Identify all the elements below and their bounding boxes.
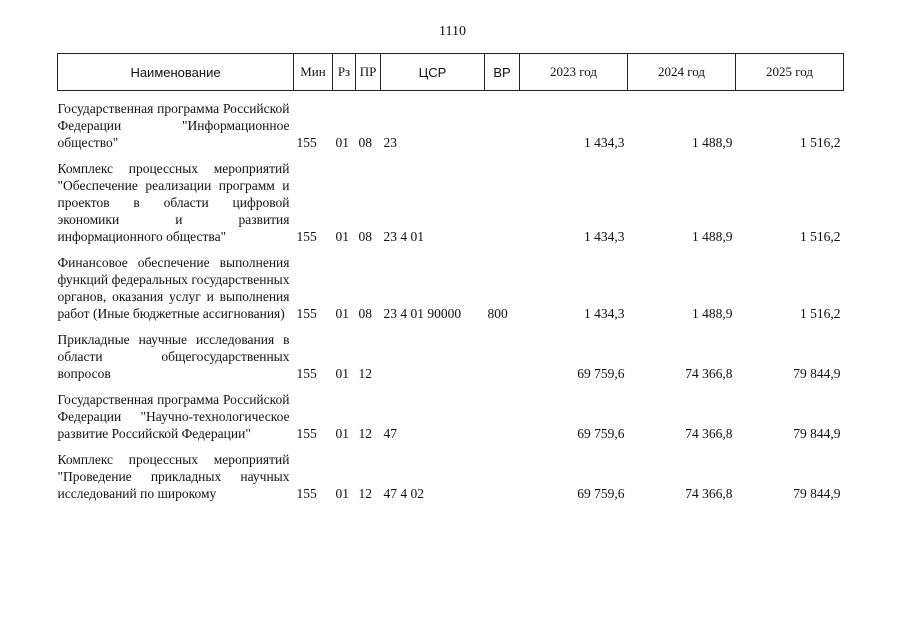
row-rz: 01 (335, 306, 349, 321)
row-csr: 23 4 01 (383, 229, 424, 244)
header-2024: 2024 год (628, 54, 736, 91)
row-vr (485, 442, 520, 502)
row-min: 155 (296, 426, 317, 441)
row-vr (485, 322, 520, 382)
table-row (58, 245, 844, 322)
row-min: 155 (296, 366, 317, 381)
row-2025: 1 516,2 (800, 135, 841, 150)
row-2025: 1 516,2 (800, 306, 841, 321)
row-pr: 12 (358, 426, 372, 441)
row-2025: 79 844,9 (793, 426, 841, 441)
row-2023: 1 434,3 (584, 229, 625, 244)
row-rz: 01 (335, 135, 349, 150)
row-csr: 47 (383, 426, 397, 441)
header-name: Наименование (58, 54, 294, 91)
row-name: Прикладные научные исследования в области общегосударственных вопросов (57, 332, 290, 381)
row-min: 155 (296, 229, 317, 244)
row-2025: 79 844,9 (793, 366, 841, 381)
row-pr: 12 (358, 486, 372, 501)
row-pr: 08 (358, 306, 372, 321)
header-rz: Рз (333, 54, 356, 91)
row-rz: 01 (335, 426, 349, 441)
row-name: Государственная программа Российской Федерации "Научно-технологическое развитие Российской Федерации" (57, 392, 290, 441)
header-2023: 2023 год (520, 54, 628, 91)
row-min: 155 (296, 306, 317, 321)
row-min: 155 (296, 135, 317, 150)
table-row (58, 151, 844, 245)
row-csr: 23 4 01 90000 (383, 306, 462, 321)
page-number: 1110 (439, 24, 466, 39)
row-2023: 1 434,3 (584, 306, 625, 321)
header-csr: ЦСР (381, 54, 485, 91)
row-csr: 23 (383, 135, 397, 150)
row-csr (381, 322, 485, 382)
row-pr: 08 (358, 135, 372, 150)
table-row (58, 91, 844, 152)
row-2023: 69 759,6 (577, 426, 625, 441)
row-name: Комплекс процессных мероприятий "Проведение прикладных научных исследований по широкому (57, 452, 290, 501)
row-2023: 69 759,6 (577, 366, 625, 381)
row-2025: 79 844,9 (793, 486, 841, 501)
table-row (58, 442, 844, 502)
row-2023: 1 434,3 (584, 135, 625, 150)
row-2024: 1 488,9 (692, 135, 733, 150)
row-vr (485, 91, 520, 152)
table-header-row (58, 54, 844, 91)
row-rz: 01 (335, 229, 349, 244)
row-name: Комплекс процессных мероприятий "Обеспечение реализации программ и проектов в области цифровой экономики и развития информационного общества" (57, 161, 290, 244)
row-rz: 01 (335, 486, 349, 501)
table-row (58, 322, 844, 382)
table-row (58, 382, 844, 442)
header-pr: ПР (356, 54, 381, 91)
row-2025: 1 516,2 (800, 229, 841, 244)
row-pr: 08 (358, 229, 372, 244)
row-name: Государственная программа Российской Федерации "Информационное общество" (57, 101, 290, 150)
row-vr (485, 382, 520, 442)
row-rz: 01 (335, 366, 349, 381)
header-2025: 2025 год (736, 54, 844, 91)
row-2024: 1 488,9 (692, 229, 733, 244)
row-2024: 74 366,8 (685, 486, 733, 501)
row-2024: 74 366,8 (685, 426, 733, 441)
header-vr: ВР (485, 54, 520, 91)
row-2024: 1 488,9 (692, 306, 733, 321)
row-vr (485, 151, 520, 245)
row-pr: 12 (358, 366, 372, 381)
row-vr: 800 (487, 306, 508, 321)
budget-table (57, 53, 844, 502)
row-2024: 74 366,8 (685, 366, 733, 381)
header-min: Мин (294, 54, 333, 91)
row-csr: 47 4 02 (383, 486, 424, 501)
row-2023: 69 759,6 (577, 486, 625, 501)
row-min: 155 (296, 486, 317, 501)
row-name: Финансовое обеспечение выполнения функций федеральных государственных органов, оказания услуг и выполнения работ (Иные бюджетные ассигнования) (57, 255, 290, 321)
